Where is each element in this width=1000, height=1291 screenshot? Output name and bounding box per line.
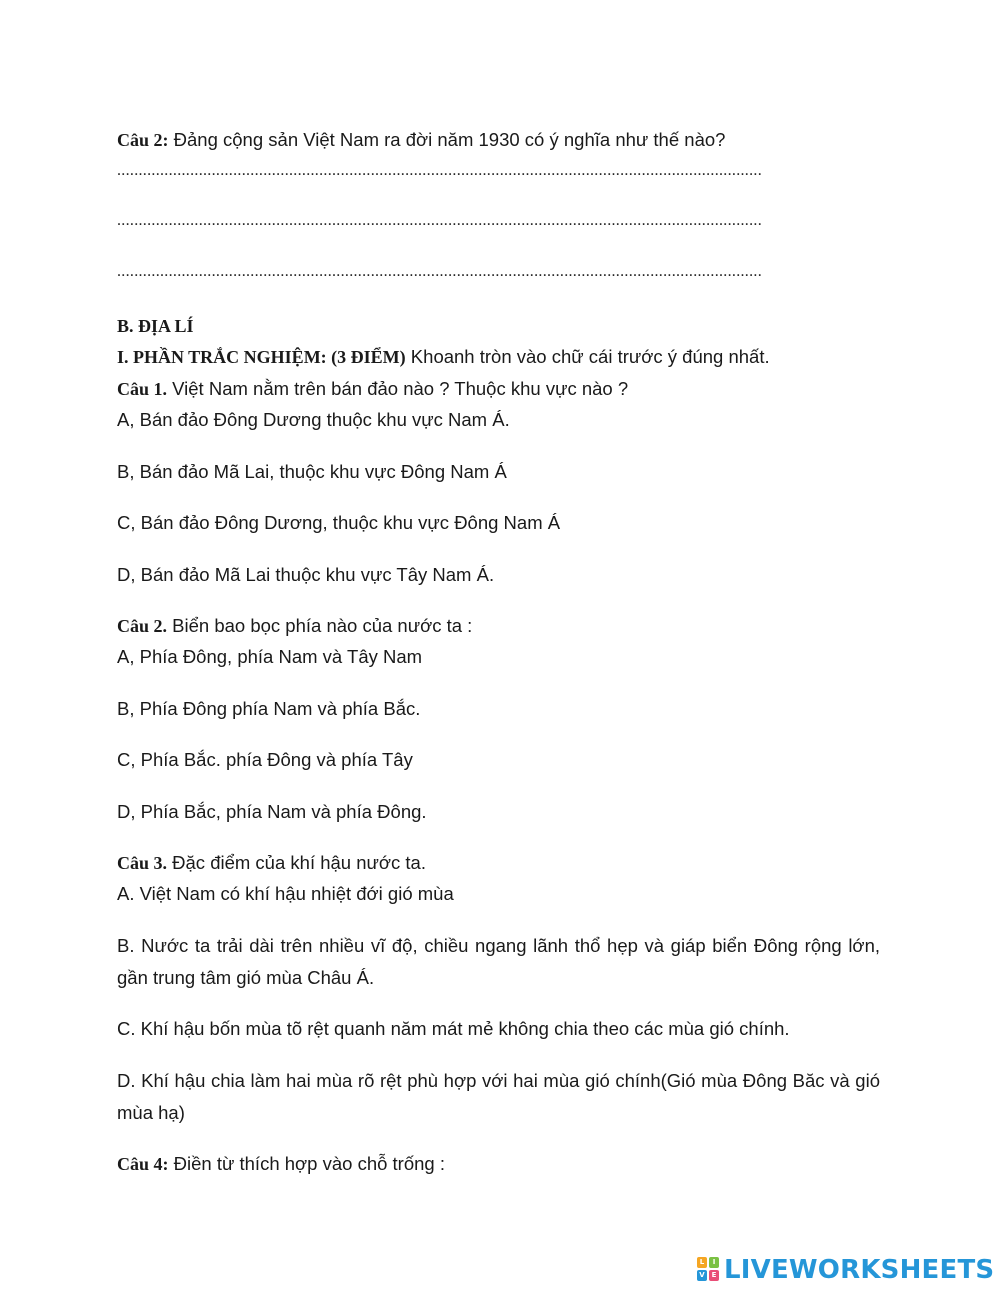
q3-option-d[interactable]: D. Khí hậu chia làm hai mùa rõ rệt phù hợp với hai mùa gió chính(Gió mùa Đông Băc và gió mùa hạ) — [117, 1070, 880, 1123]
question-text: Việt Nam nằm trên bán đảo nào ? Thuộc khu vực nào ? — [167, 378, 629, 399]
question-4 — [117, 1152, 445, 1176]
q2-option-b[interactable]: B, Phía Đông phía Nam và phía Bắc. — [117, 698, 421, 719]
question-text: Biển bao bọc phía nào của nước ta : — [167, 615, 473, 636]
history-question-2 — [117, 128, 725, 152]
q1-option-a[interactable]: A, Bán đảo Đông Dương thuộc khu vực Nam Á. — [117, 409, 510, 430]
q2-option-c[interactable]: C, Phía Bắc. phía Đông và phía Tây — [117, 749, 413, 770]
part-label: I. PHẦN TRẮC NGHIỆM: (3 ĐIỂM) — [117, 347, 406, 367]
q3-option-a[interactable]: A. Việt Nam có khí hậu nhiệt đới gió mùa — [117, 883, 454, 904]
q3-option-b[interactable]: B. Nước ta trải dài trên nhiều vĩ độ, chiều ngang lãnh thổ hẹp và giáp biển Đông rộng lớn, gần trung tâm gió mùa Châu Á. — [117, 935, 880, 988]
question-1 — [117, 377, 628, 401]
q3-option-c[interactable]: C. Khí hậu bốn mùa tõ rệt quanh năm mát mẻ không chia theo các mùa gió chính. — [117, 1018, 790, 1039]
question-3 — [117, 851, 426, 875]
answer-line-1[interactable]: ...................................................................................................................................................... — [117, 162, 762, 179]
question-label: Câu 3. — [117, 853, 168, 873]
logo-letter-v: V — [697, 1270, 707, 1281]
question-text: Điền từ thích hợp vào chỗ trống : — [168, 1153, 445, 1174]
liveworksheets-logo-icon — [697, 1257, 721, 1283]
part-heading — [117, 345, 770, 369]
answer-line-2[interactable]: ...................................................................................................................................................... — [117, 212, 762, 229]
question-2 — [117, 614, 472, 638]
q2-option-a[interactable]: A, Phía Đông, phía Nam và Tây Nam — [117, 646, 423, 667]
q1-option-d[interactable]: D, Bán đảo Mã Lai thuộc khu vực Tây Nam Á. — [117, 564, 495, 585]
question-label: Câu 1. — [117, 379, 168, 399]
question-label: Câu 4: — [117, 1154, 169, 1174]
logo-letter-l: L — [697, 1257, 707, 1268]
logo-text: LIVEWORKSHEETS — [724, 1255, 995, 1285]
q1-option-c[interactable]: C, Bán đảo Đông Dương, thuộc khu vực Đông Nam Á — [117, 512, 561, 533]
logo-letter-e: E — [709, 1270, 719, 1281]
q1-option-b[interactable]: B, Bán đảo Mã Lai, thuộc khu vực Đông Nam Á — [117, 461, 507, 482]
question-label: Câu 2: — [117, 130, 169, 150]
question-text: Đặc điểm của khí hậu nước ta. — [167, 852, 426, 873]
logo-letter-i: I — [709, 1257, 719, 1268]
section-heading: B. ĐỊA LÍ — [117, 316, 194, 336]
part-instruction: Khoanh tròn vào chữ cái trước ý đúng nhất. — [405, 346, 770, 367]
liveworksheets-logo — [697, 1253, 994, 1287]
question-label: Câu 2. — [117, 616, 168, 636]
question-text: Đảng cộng sản Việt Nam ra đời năm 1930 có ý nghĩa như thế nào? — [168, 129, 726, 150]
q2-option-d[interactable]: D, Phía Bắc, phía Nam và phía Đông. — [117, 801, 427, 822]
answer-line-3[interactable]: ...................................................................................................................................................... — [117, 263, 762, 280]
